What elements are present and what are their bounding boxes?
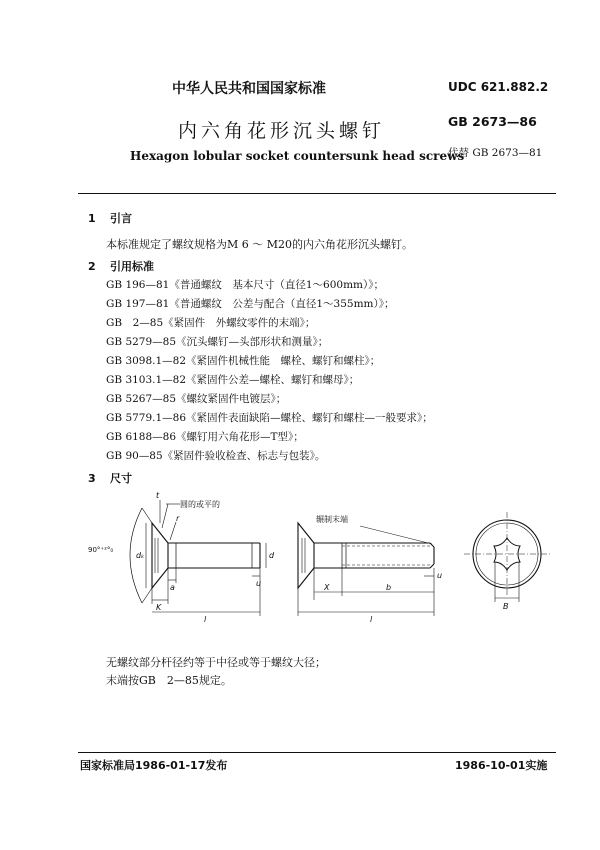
label-dk: dₖ — [136, 551, 145, 560]
label-d: d — [269, 551, 275, 560]
english-title: Hexagon lobular socket countersunk head screws — [130, 149, 465, 163]
reference-item: GB 3098.1—82《紧固件机械性能 螺栓、螺钉和螺柱》； — [106, 355, 381, 367]
screw-drawing — [80, 488, 550, 638]
section-title: 尺寸 — [110, 472, 132, 485]
reference-item: GB 5779.1—86《紧固件表面缺陷—螺栓、螺钉和螺柱—一般要求》； — [106, 412, 433, 424]
label-r: r — [176, 514, 180, 523]
reference-item: GB 2—85《紧固件 外螺纹零件的末端》； — [106, 317, 316, 329]
standard-title: 中华人民共和国国家标准 — [172, 81, 326, 97]
reference-item: GB 5267—85《螺纹紧固件电镀层》； — [106, 393, 287, 405]
label-l: l — [204, 615, 207, 624]
gb-number: GB 2673—86 — [448, 114, 537, 129]
section-number: 3 — [88, 472, 96, 485]
header-rule — [78, 193, 556, 194]
left-view-head — [152, 523, 168, 588]
label-k: K — [156, 603, 162, 612]
footer-rule — [78, 752, 556, 753]
label-rounded-or-flat: 圆的或平的 — [180, 500, 220, 509]
reference-item: GB 6188—86《螺钉用六角花形—T型》； — [106, 431, 304, 443]
implemented-date: 1986-10-01实施 — [455, 759, 548, 772]
label-x: X — [324, 583, 330, 592]
middle-view-head — [298, 523, 314, 588]
section-title: 引言 — [110, 212, 132, 225]
label-b: b — [386, 583, 392, 592]
section-1-heading — [88, 210, 132, 226]
section-2-heading — [88, 258, 154, 274]
label-l-2: l — [370, 615, 373, 624]
reference-item: GB 196—81《普通螺纹 基本尺寸（直径1～600mm）》； — [106, 279, 384, 291]
note-line: 末端按GB 2—85规定。 — [106, 674, 232, 687]
label-u: u — [256, 579, 262, 588]
label-t: t — [156, 491, 160, 500]
udc-number: UDC 621.882.2 — [448, 80, 549, 94]
label-u-2: u — [437, 571, 443, 580]
label-rolled-end: 辗制末端 — [316, 515, 348, 524]
section-number: 1 — [88, 212, 96, 225]
note-line: 无螺纹部分杆径约等于中径或等于螺纹大径； — [106, 656, 326, 669]
reference-item: GB 90—85《紧固件验收检查、标志与包装》。 — [106, 450, 326, 462]
section-1-paragraph: 本标准规定了螺纹规格为M 6 ～ M20的内六角花形沉头螺钉。 — [106, 238, 414, 251]
label-b-upper: B — [503, 602, 509, 611]
page-title: 内六角花形沉头螺钉 — [178, 120, 386, 142]
label-a: a — [170, 583, 175, 592]
reference-item: GB 3103.1—82《紧固件公差—螺栓、螺钉和螺母》； — [106, 374, 360, 386]
reference-item: GB 5279—85《沉头螺钉—头部形状和测量》； — [106, 336, 329, 348]
replaces-note: 代替 GB 2673—81 — [448, 147, 543, 159]
reference-item: GB 197—81《普通螺纹 公差与配合（直径1～355mm）》； — [106, 298, 395, 310]
section-3-heading — [88, 470, 132, 486]
section-title: 引用标准 — [110, 260, 154, 273]
section-number: 2 — [88, 260, 96, 273]
label-angle: 90°⁺²°₀ — [88, 546, 114, 554]
issued-date: 国家标准局1986-01-17发布 — [80, 759, 228, 772]
